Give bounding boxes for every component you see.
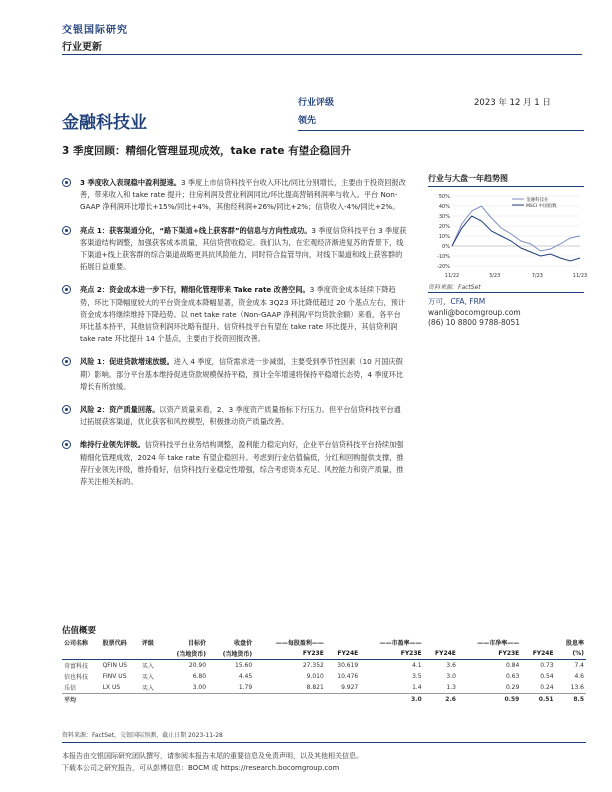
table-cell: 1.3 [446, 684, 456, 691]
x-tick-label: 7/23 [531, 273, 543, 279]
key-point-5 [62, 404, 407, 428]
report-date: 2023 年 12 月 1 日 [474, 98, 551, 108]
table-cell: 8.5 [556, 694, 586, 706]
y-tick-label: 0% [442, 244, 450, 250]
table-header: ——每股盈利—— [275, 640, 324, 647]
table-cell: 3.0 [446, 673, 456, 680]
table-cell: 20.90 [162, 660, 208, 672]
table-cell: 0.59 [458, 694, 521, 706]
table-cell: 0.29 [505, 684, 520, 691]
doc-type: 行业更新 [62, 42, 102, 53]
key-point-lead: 维持行业领先评级。 [80, 440, 145, 450]
key-point-lead: 亮点 2：资金成本进一步下行，精细化管理带来 Take rate 改善空间。 [80, 285, 310, 295]
key-point-2 [62, 225, 407, 274]
table-header: ——市净率—— [477, 640, 520, 647]
table-cell: 4.45 [238, 673, 253, 680]
table-average-row [62, 694, 586, 706]
analyst-phone: (86) 10 8800 9788-8051 [428, 318, 521, 327]
table-cell: 0.73 [521, 660, 555, 672]
table-row [62, 660, 586, 672]
side-divider [428, 186, 584, 187]
y-tick-label: 50% [438, 194, 450, 200]
bullet-icon [62, 357, 71, 366]
table-cell [254, 694, 326, 706]
side-divider-2 [428, 292, 584, 293]
rating-label: 行业评级 [298, 98, 335, 108]
table-cell: 3.6 [424, 660, 458, 672]
table-row [62, 682, 586, 694]
key-points [62, 177, 407, 499]
y-tick-label: -10% [437, 254, 450, 260]
table-header [424, 637, 458, 648]
disclaimer [62, 750, 586, 774]
footer-divider [62, 742, 586, 743]
table-cell: 9.927 [341, 684, 359, 691]
disclaimer-line-1: 本报告由交银国际研究团队撰写，请参阅本报告末尾的重要信息及免责声明，以及其他相关信息。 [62, 752, 363, 760]
table-cell: 信也科技 [64, 674, 89, 681]
table-cell: 0.24 [540, 684, 554, 691]
table-header: 评级 [141, 640, 154, 647]
table-header: 公司名称 [64, 640, 89, 647]
table-cell [162, 694, 208, 706]
table-header: ——市盈率—— [379, 640, 422, 647]
table-subheader: FY23E [400, 650, 422, 657]
table-subheader: FY23E [498, 650, 520, 657]
key-point-text: 信贷科技平台业务结构调整，盈利能力稳定向好，企业平台信贷科技平台持续加强精细化管理成效，2024 年 take rate 有望企稳回升。考虑到行业估值偏低，分红和回购提供支撑，推荐行业领先评级，维持看好，信贷科技行业稳定性增强，综合考虑资本充足、风控能力和资产质量，推荐关注相关标的。 [80, 440, 404, 487]
top-divider [62, 54, 582, 55]
table-subheader [62, 648, 101, 660]
table-cell: 3.5 [412, 673, 422, 680]
table-cell: 3.00 [192, 684, 207, 691]
table-cell: LX US [102, 684, 121, 691]
key-point-text: 3 季度信贷科技平台 3 季度获客渠道结构调整，加强获客成本质量，其信贷营收稳定。我们认为，在宏观经济渐进复苏的背景下，线下渠道+线上获客群的综合渠道战略更具抗风险能力，同时符合监管导向，对线下渠道和线上获客群的拓展日益重要。 [80, 225, 407, 272]
sector-title: 金融科技业 [62, 113, 147, 133]
table-cell: 平均 [62, 694, 101, 706]
table-subheader: FY24E [532, 650, 554, 657]
key-point-text: 3 季度资金成本延续下降趋势，环比下降幅度较大的平台资金成本降幅显著，资金成本 3Q23 环比降低超过 20 个基点左右，预计资金成本将继续维持下降趋势。以 net take rate（Non-GAAP 净利润/平均贷款余额）来看，各平台环比基本持平，其他信贷利润环比略有提升。信贷科技平台有望在 take rate 环比提升，其信贷利润 take rate 环比提升 14 个基点，主要由于投资回报改善。 [80, 285, 406, 344]
key-point-lead: 3 季度收入表现稳中盈利提速。 [80, 178, 181, 187]
analyst-name: 万可，CFA, FRM [428, 297, 486, 306]
key-point-4 [62, 356, 407, 393]
table-subheader: FY24E [337, 650, 359, 657]
table-cell: 奇富科技 [62, 660, 101, 672]
table-cell: 0.51 [521, 694, 555, 706]
table-cell: QFIN US [101, 660, 140, 672]
table-header [326, 637, 360, 648]
table-cell: 0.84 [458, 660, 521, 672]
table-cell: 乐信 [64, 685, 77, 692]
table-subheader: (当地货币) [222, 651, 253, 658]
bullet-icon [62, 405, 71, 414]
table-subheader [140, 648, 162, 660]
rating-value: 领先 [298, 116, 317, 126]
table-cell: 27.352 [254, 660, 326, 672]
key-point-text: 以资产质量来看，2、3 季度资产质量指标下行压力。但平台信贷科技平台通过拓展获客渠道，优化获客和风控模型，积极推动资产质量改善。 [80, 405, 401, 427]
bullet-icon [62, 226, 71, 235]
table-cell: 买入 [140, 660, 162, 672]
x-tick-label: 11/22 [444, 273, 460, 279]
y-tick-label: -20% [437, 264, 450, 270]
table-cell [140, 694, 162, 706]
key-point-lead: 风险 2：资产质量回落。 [80, 405, 160, 415]
key-point-lead: 风险 1：促进贷款增速放缓。 [80, 357, 174, 367]
x-tick-label: 3/23 [489, 273, 501, 279]
table-header: 股息率 [565, 640, 584, 647]
table-header: 目标价 [188, 640, 207, 647]
table-cell: 1.79 [238, 684, 253, 691]
table-cell: 买入 [141, 685, 154, 692]
chart-title: 行业与大盘一年趋势图 [428, 174, 508, 183]
key-point-text: 3 季度上市信贷科技平台收入环比/同比分别增长，主要由于投资回报改善，带来收入和 take rate 提升；住房利润及营业利润同比/环比提高营销利润率与收入。平台 Non-GAAP 净利润环比增长+15%/同比+4%，其他经利润+26%/同比+2%；信贷收入-4%/同比+2%。 [80, 178, 406, 212]
table-cell: 4.1 [360, 660, 423, 672]
table-subheader: (当地货币) [176, 651, 207, 658]
y-tick-label: 30% [438, 214, 450, 220]
series-line-2 [452, 216, 580, 261]
trend-chart [428, 190, 588, 280]
table-cell: 0.54 [540, 673, 554, 680]
bullet-icon [62, 285, 71, 294]
legend-label: MSCI 中国指数 [526, 204, 557, 209]
table-row [62, 671, 586, 682]
key-point-lead: 亮点 1：获客渠道分化，“路下渠道+线上获客群”的信息与方向性成功。 [80, 225, 312, 235]
table-header: 股票代码 [102, 640, 127, 647]
table-subheader: FY23E [302, 650, 324, 657]
table-cell: 3.0 [360, 694, 423, 706]
disclaimer-line-2[interactable]: 下载本公司之研究报告，可从彭博信息：BOCM 或 https://research.bocomgroup.com [62, 764, 340, 772]
mid-divider [298, 130, 584, 131]
key-point-6 [62, 439, 407, 488]
table-cell: 10.476 [337, 673, 359, 680]
analyst-email[interactable]: wanli@bocomgroup.com [428, 307, 521, 317]
table-cell: 6.80 [192, 673, 207, 680]
analyst-block [428, 297, 521, 329]
table-subheader: (%) [572, 650, 584, 657]
table-cell: 4.6 [574, 673, 584, 680]
table-subheader: FY24E [435, 650, 456, 657]
table-cell: 9.010 [306, 673, 324, 680]
table-cell: 30.619 [326, 660, 360, 672]
x-tick-label: 11/23 [572, 273, 588, 279]
table-cell: FINV US [102, 673, 127, 680]
key-point-1 [62, 177, 407, 214]
key-point-3 [62, 284, 407, 345]
table-cell: 15.60 [208, 660, 254, 672]
table-cell: 13.6 [570, 684, 584, 691]
table-cell: 7.4 [556, 660, 586, 672]
table-header: 收盘价 [234, 640, 253, 647]
table-subheader [101, 648, 140, 660]
table-header [521, 637, 555, 648]
table-cell: 买入 [141, 674, 154, 681]
valuation-table [62, 637, 586, 705]
y-tick-label: 10% [438, 234, 450, 240]
company-logo: 交银国际研究 [62, 25, 128, 36]
table-cell: 8.821 [306, 684, 324, 691]
table-cell [208, 694, 254, 706]
rating-box [298, 95, 334, 131]
legend-label: 金融科技业 [526, 198, 549, 203]
table-cell [101, 694, 140, 706]
bullet-icon [62, 440, 71, 449]
valuation-title: 估值概要 [62, 626, 97, 636]
table-cell [326, 694, 360, 706]
y-tick-label: 20% [438, 224, 450, 230]
table-cell: 1.4 [412, 684, 422, 691]
bullet-icon [62, 178, 71, 187]
key-point-text: 进入 4 季度，信贷需求进一步减弱，主要受到季节性因素（10 月国庆假期）影响。部分平台基本维持促进贷款规模保持平稳，预计全年增速将保持平稳增长态势，4 季度环比增长有所放缓。 [80, 357, 404, 391]
chart-source: 资料来源：FactSet [428, 284, 481, 291]
y-tick-label: 40% [438, 204, 450, 210]
table-cell: 2.6 [424, 694, 458, 706]
table-cell: 0.63 [505, 673, 520, 680]
report-headline: 3 季度回顾：精细化管理显现成效，take rate 有望企稳回升 [62, 145, 352, 157]
valuation-source: 资料来源：FactSet，交银国际预测，截止日期 2023-11-28 [62, 732, 223, 739]
